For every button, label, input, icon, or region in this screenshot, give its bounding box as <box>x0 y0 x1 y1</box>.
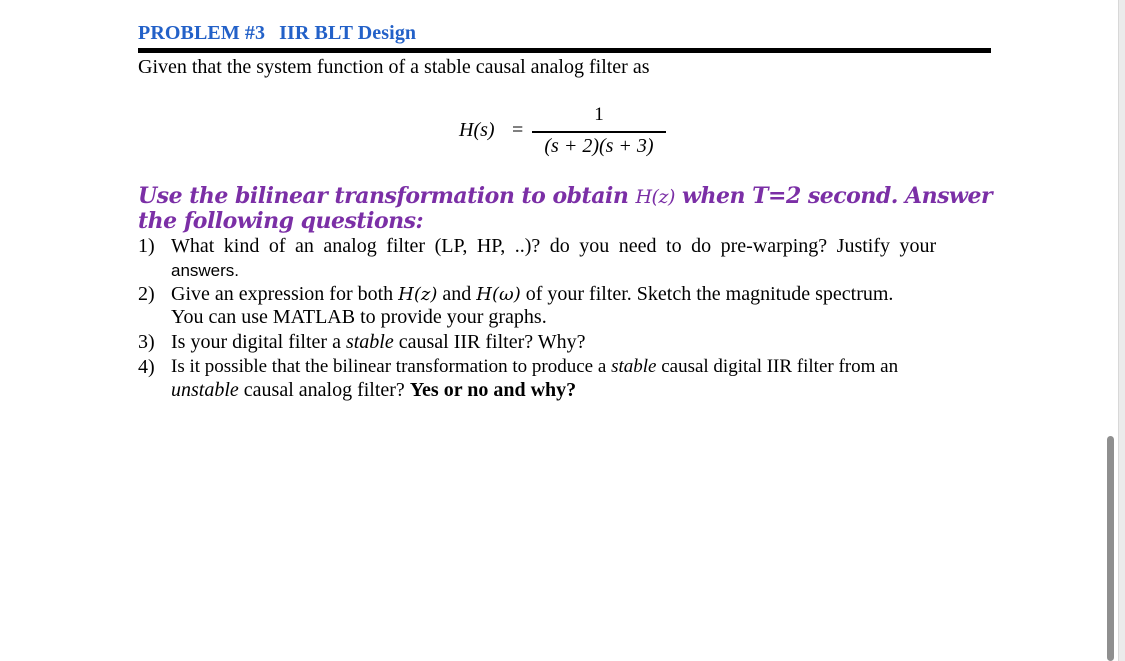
document-page: PROBLEM #3 IIR BLT Design Given that the system function of a stable causal analog filter as H(s) = 1 (s + 2)(s + 3) Use the bilinear transformation to obtain H(z) when T=2 second. Answer the following questions: 1) What kind of an analog filter (LP, HP, ..)? do you need to do pre-warping? Justify your answers. 2) Give an expression for both H(z) and H(ω) of your filter. Sketch the magnitude spectrum. You can use MATLAB to provide your graphs. 3) Is your digital filter a stable causal IIR filter? Why? 4) Is it possible that the bilinear transformation to produce a stable causal digital IIR filter from an unstable causal analog filter? Yes or no and why? <box>0 0 1118 661</box>
numerator: 1 <box>594 104 604 125</box>
fraction-bar <box>532 131 666 133</box>
scrollbar-thumb[interactable] <box>1107 436 1114 661</box>
problem-heading <box>138 22 416 45</box>
heading-rule <box>138 48 991 53</box>
equation-lhs: H(s) <box>459 119 495 141</box>
task-instruction: Use the bilinear transformation to obtain H(z) when T=2 second. Answer the following questions: <box>138 183 993 234</box>
intro-text: Given that the system function of a stable causal analog filter as <box>138 56 650 78</box>
denominator: (s + 2)(s + 3) <box>544 135 654 157</box>
page-edge <box>1118 0 1125 661</box>
problem-title: IIR BLT Design <box>279 22 417 44</box>
problem-number: PROBLEM #3 <box>138 22 266 44</box>
equals-sign: = <box>512 119 524 141</box>
